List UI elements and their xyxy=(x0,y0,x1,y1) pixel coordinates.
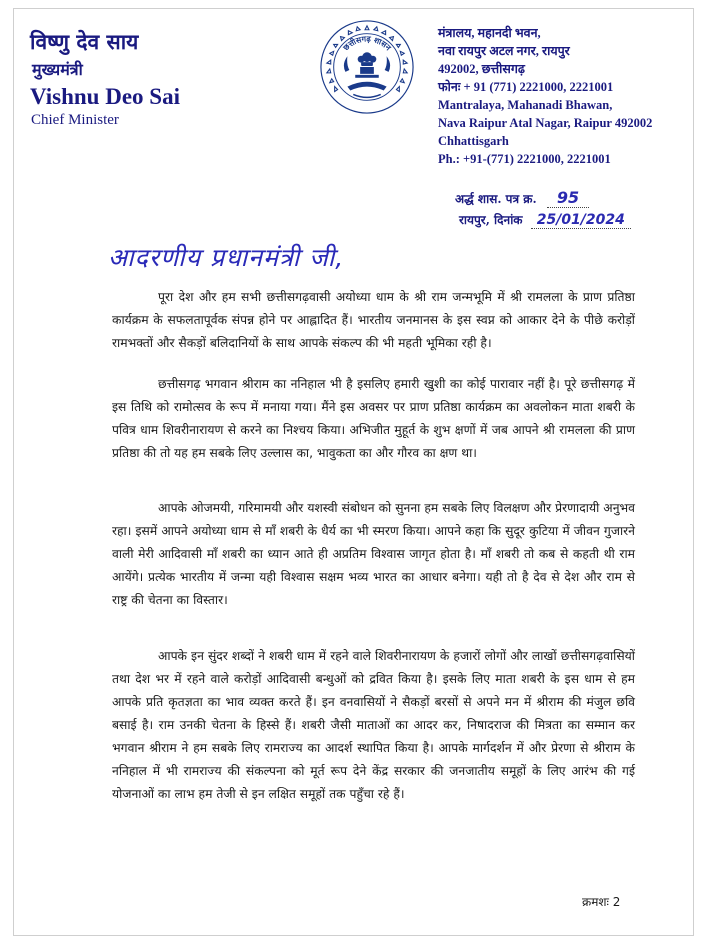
sender-title-hindi: मुख्यमंत्री xyxy=(32,60,83,79)
address-line: मंत्रालय, महानदी भवन, xyxy=(438,26,541,40)
continued-marker: क्रमशः 2 xyxy=(582,895,621,909)
address-phone-hindi: फोनः + 91 (771) 2221000, 2221001 xyxy=(438,80,614,94)
chhattisgarh-emblem-icon xyxy=(318,18,416,116)
address-phone-english: Ph.: +91-(771) 2221000, 2221001 xyxy=(438,152,611,166)
reference-value: 95 xyxy=(547,188,589,208)
salutation: आदरणीय प्रधानमंत्री जी, xyxy=(108,243,345,272)
address-line: नवा रायपुर अटल नगर, रायपुर xyxy=(438,44,570,58)
reference-label: अर्द्ध शास. पत्र क्र. xyxy=(455,192,537,206)
letter-paragraph-1: पूरा देश और हम सभी छत्तीसगढ़वासी अयोध्या धाम के श्री राम जन्मभूमि में श्री रामलला के प्राण प्रतिष्ठा कार्यक्रम के सफलतापूर्वक संपन्न होने पर आह्लादित हैं। भारतीय जनमानस के इस स्वप्न को आकार देने के पीछे करोड़ों रामभक्तों और सैकड़ों बलिदानियों के साथ आपके संकल्प की भी महती भूमिका रही है। xyxy=(112,290,635,350)
sender-name-english: Vishnu Deo Sai xyxy=(30,84,180,109)
address-line: Chhattisgarh xyxy=(438,134,509,148)
address-line: Mantralaya, Mahanadi Bhawan, xyxy=(438,98,613,112)
svg-text:छत्तीसगढ़ शासन xyxy=(341,34,393,53)
emblem-text: छत्तीसगढ़ शासन xyxy=(341,34,393,53)
date-value: 25/01/2024 xyxy=(531,212,631,229)
sender-title-english: Chief Minister xyxy=(31,112,119,128)
letter-paragraph-4: आपके इन सुंदर शब्दों ने शबरी धाम में रहने वाले शिवरीनारायण के हजारों लोगों और लाखों छत्तीसगढ़वासियों तथा देश भर में रहने वाले करोड़ों आदिवासी बन्धुओं को द्रवित किया है। इसके लिए माता शबरी के इस धाम से हम आपके प्रति कृतज्ञता का भाव व्यक्त करते हैं। इन वनवासियों ने सैकड़ों बरसों से अपने मन में श्रीराम की मंजुल छवि बसाई है। राम उनकी चेतना के हिस्से हैं। शबरी जैसी माताओं का आदर कर, निषादराज की मित्रता का सम्मान कर भगवान श्रीराम ने हम सबके लिए रामराज्य का आदर्श स्थापित किया है। आपके मार्गदर्शन में और प्रेरणा से श्रीराम के ननिहाल में भी रामराज्य की संकल्पना को मूर्त रूप देने केंद्र सरकार की जनजातीय समूहों के लिए आरंभ की गई योजनाओं का लाभ हम तेजी से इन लक्षित समूहों तक पहुँचा रहे हैं। xyxy=(112,649,635,801)
reference-number xyxy=(455,188,589,207)
address-line: Nava Raipur Atal Nagar, Raipur 492002 xyxy=(438,116,653,130)
letter-date xyxy=(459,211,631,228)
address-line: 492002, छत्तीसगढ़ xyxy=(438,62,525,76)
sender-name-hindi: विष्णु देव साय xyxy=(30,29,139,54)
letter-paragraph-2: छत्तीसगढ़ भगवान श्रीराम का ननिहाल भी है इसलिए हमारी खुशी का कोई पारावार नहीं है। पूरे छत्तीसगढ़ में इस तिथि को रामोत्सव के रूप में मनाया गया। मैंने इस अवसर पर प्राण प्रतिष्ठा कार्यक्रम का अवलोकन माता शबरी के पवित्र धाम शिवरीनारायण से करने का निश्चय किया। अभिजीत मुहूर्त के शुभ क्षणों में जब आपने श्री रामलला की प्राण प्रतिष्ठा की तो यह हम सबके लिए उल्लास का, भावुकता का और गौरव का क्षण था। xyxy=(112,377,635,460)
date-label: रायपुर, दिनांक xyxy=(459,213,523,227)
office-address xyxy=(438,24,652,168)
letter-paragraph-3: आपके ओजमयी, गरिमामयी और यशस्वी संबोधन को सुनना हम सबके लिए विलक्षण और प्रेरणादायी अनुभव रहा। इसमें आपने अयोध्या धाम से माँ शबरी के धैर्य का भी स्मरण किया। आपने कहा कि सुदूर कुटिया में जीवन गुजारने वाली मेरी आदिवासी माँ शबरी का ध्यान आते ही अप्रतिम विश्वास जागृत होता है। माँ शबरी तो कब से कहती थी राम आयेंगे। प्रत्येक भारतीय में जन्मा यही विश्वास सक्षम भव्य भारत का आधार बनेगा। यही तो है देव से देश और राम से राष्ट्र की चेतना का विस्तार। xyxy=(112,501,635,607)
